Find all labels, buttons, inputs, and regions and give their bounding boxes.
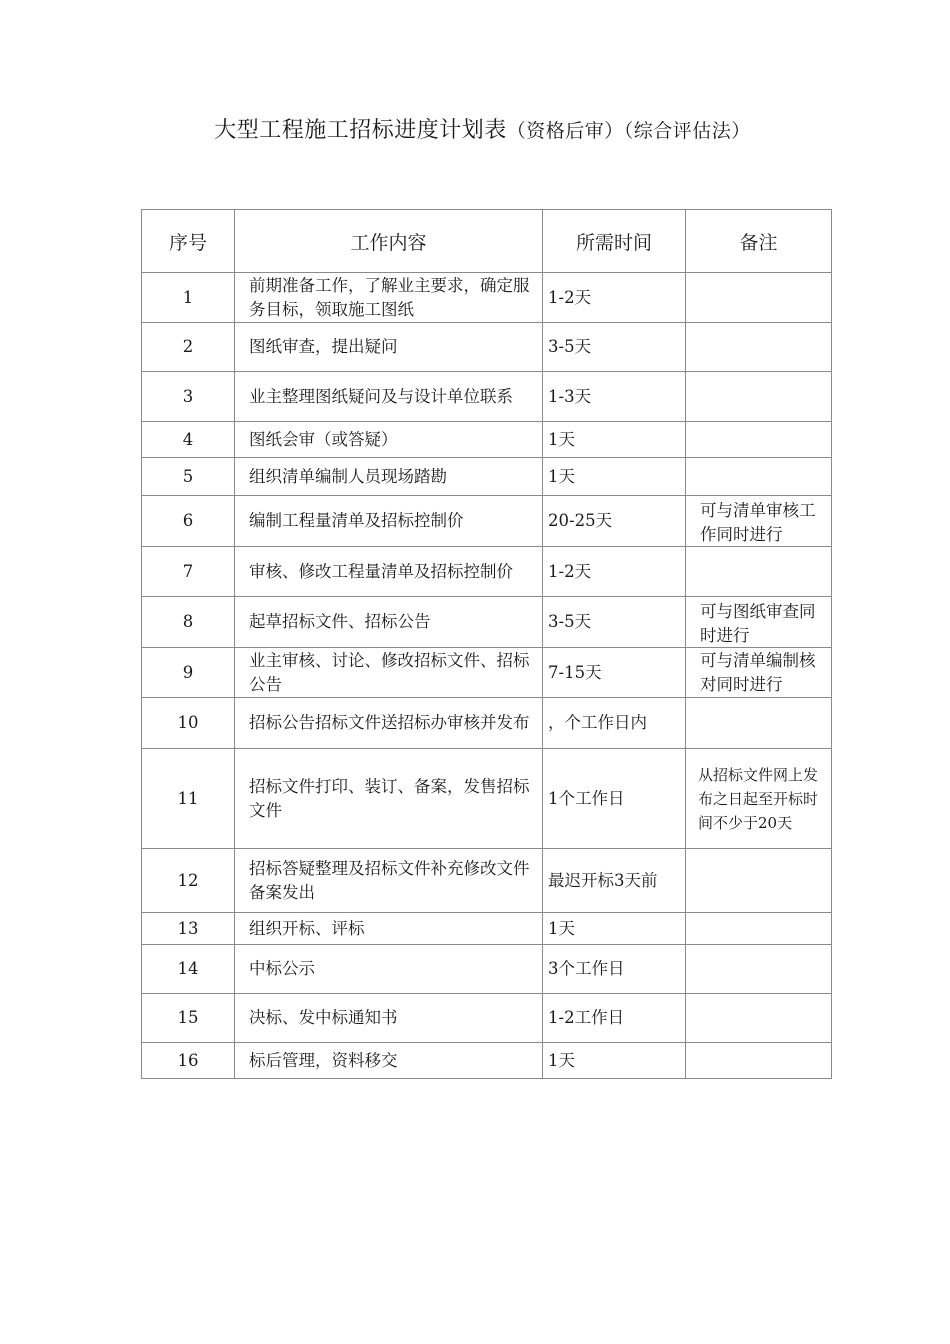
row-time: 1天 xyxy=(543,913,686,945)
table-row xyxy=(142,273,832,323)
row-no: 7 xyxy=(142,547,235,597)
title-main: 大型工程施工招标进度计划表 xyxy=(214,118,507,143)
table-row xyxy=(142,648,832,698)
row-note-text: 可与清单审核工作同时进行 xyxy=(700,501,816,543)
row-work: 起草招标文件、招标公告 xyxy=(235,597,543,648)
header-no: 序号 xyxy=(142,210,235,273)
row-work: 组织开标、评标 xyxy=(235,913,543,945)
table-row xyxy=(142,422,832,458)
row-note xyxy=(686,422,832,458)
row-no: 5 xyxy=(142,458,235,496)
row-note xyxy=(686,945,832,994)
row-no: 14 xyxy=(142,945,235,994)
row-no: 3 xyxy=(142,372,235,422)
table-row xyxy=(142,458,832,496)
row-work: 组织清单编制人员现场踏勘 xyxy=(235,458,543,496)
row-no: 9 xyxy=(142,648,235,698)
row-time: 1天 xyxy=(543,1043,686,1079)
row-time: 3-5天 xyxy=(543,597,686,648)
row-no: 12 xyxy=(142,849,235,913)
row-time: 1-2天 xyxy=(543,547,686,597)
table-row xyxy=(142,496,832,547)
table-row xyxy=(142,547,832,597)
row-no: 11 xyxy=(142,749,235,849)
row-note: 从招标文件网上发布之日起至开标时间不少于20天 xyxy=(686,749,832,849)
row-no: 8 xyxy=(142,597,235,648)
table-row xyxy=(142,849,832,913)
table-row xyxy=(142,913,832,945)
row-note xyxy=(686,597,832,648)
schedule-table xyxy=(141,209,832,1079)
row-work: 业主审核、讨论、修改招标文件、招标公告 xyxy=(235,648,543,698)
table-row xyxy=(142,1043,832,1079)
row-time: 1-3天 xyxy=(543,372,686,422)
row-note xyxy=(686,372,832,422)
row-time: 最迟开标3天前 xyxy=(543,849,686,913)
row-work: 招标文件打印、装订、备案，发售招标文件 xyxy=(235,749,543,849)
row-time: 1个工作日 xyxy=(543,749,686,849)
row-note: 可与清单编制核对同时进行 xyxy=(686,648,832,698)
header-work: 工作内容 xyxy=(235,210,543,273)
row-work: 审核、修改工程量清单及招标控制价 xyxy=(235,547,543,597)
row-time: 7-15天 xyxy=(543,648,686,698)
row-work: 图纸会审（或答疑） xyxy=(235,422,543,458)
row-note xyxy=(686,698,832,749)
row-no: 1 xyxy=(142,273,235,323)
header-time: 所需时间 xyxy=(543,210,686,273)
row-no: 6 xyxy=(142,496,235,547)
row-note xyxy=(686,496,832,547)
row-work: 业主整理图纸疑问及与设计单位联系 xyxy=(235,372,543,422)
table-row xyxy=(142,994,832,1043)
header-note: 备注 xyxy=(686,210,832,273)
row-work: 决标、发中标通知书 xyxy=(235,994,543,1043)
row-time: 20-25天 xyxy=(543,496,686,547)
row-work: 前期准备工作，了解业主要求，确定服务目标，领取施工图纸 xyxy=(235,273,543,323)
row-no: 2 xyxy=(142,323,235,372)
row-note xyxy=(686,1043,832,1079)
row-note xyxy=(686,273,832,323)
row-time: 1天 xyxy=(543,458,686,496)
table-row xyxy=(142,749,832,849)
row-no: 13 xyxy=(142,913,235,945)
row-no: 10 xyxy=(142,698,235,749)
row-work: 图纸审查，提出疑问 xyxy=(235,323,543,372)
table-row xyxy=(142,323,832,372)
page-title xyxy=(0,113,950,144)
row-no: 4 xyxy=(142,422,235,458)
title-sub: （资格后审）（综合评估法） xyxy=(506,120,751,142)
row-time: 1-2天 xyxy=(543,273,686,323)
row-note xyxy=(686,913,832,945)
row-time: 3-5天 xyxy=(543,323,686,372)
table-row xyxy=(142,372,832,422)
table-row xyxy=(142,597,832,648)
row-no: 16 xyxy=(142,1043,235,1079)
header-row xyxy=(142,210,832,273)
row-note xyxy=(686,547,832,597)
row-time: 1-2工作日 xyxy=(543,994,686,1043)
table-row xyxy=(142,945,832,994)
row-work: 标后管理，资料移交 xyxy=(235,1043,543,1079)
row-time: 1天 xyxy=(543,422,686,458)
row-time: ，个工作日内 xyxy=(543,698,686,749)
row-note xyxy=(686,458,832,496)
row-work: 中标公示 xyxy=(235,945,543,994)
row-note xyxy=(686,849,832,913)
row-note xyxy=(686,323,832,372)
row-work: 招标公告招标文件送招标办审核并发布 xyxy=(235,698,543,749)
row-time: 3个工作日 xyxy=(543,945,686,994)
row-note-text: 可与图纸审查同时进行 xyxy=(700,602,816,644)
row-work: 招标答疑整理及招标文件补充修改文件备案发出 xyxy=(235,849,543,913)
row-no: 15 xyxy=(142,994,235,1043)
row-work: 编制工程量清单及招标控制价 xyxy=(235,496,543,547)
table-row xyxy=(142,698,832,749)
row-note xyxy=(686,994,832,1043)
